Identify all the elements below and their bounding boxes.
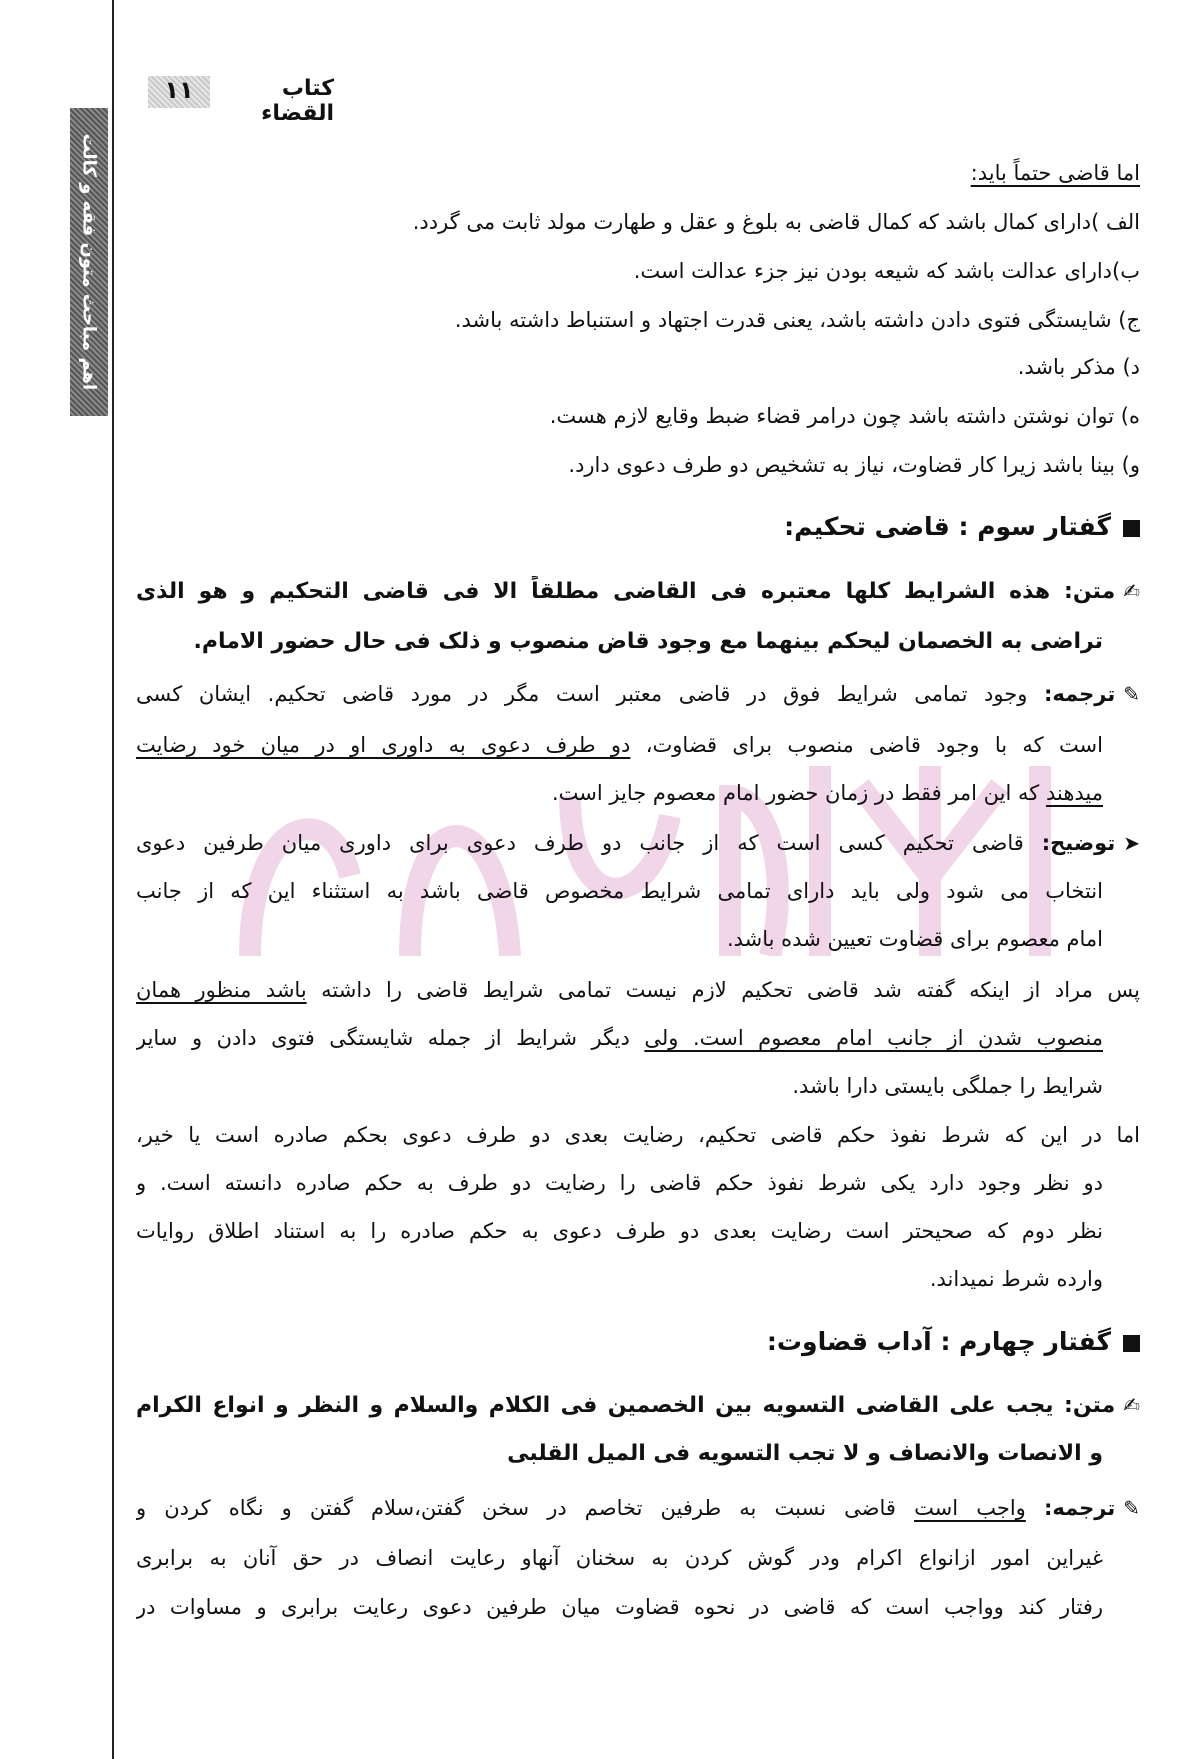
paragraph-line: نظر دوم که صحیحتر است رضایت بعدی دو طرف دعوی به حکم صادره را به استناد اطلاق روایات bbox=[136, 1219, 1103, 1243]
paragraph-line: اما در این که شرط نفوذ حکم قاضی تحکیم، رضایت بعدی دو طرف دعوی بحکم صادره است یا خیر، bbox=[136, 1123, 1140, 1147]
matn-line: ✍متن: یجب علی القاضی التسویه بین الخصمین فی الکلام والسلام و النظر و انواع الکرام bbox=[136, 1390, 1140, 1420]
intro-line: اما قاضی حتماً باید: bbox=[970, 161, 1140, 185]
condition-item: و) بینا باشد زیرا کار قضاوت، نیاز به تشخیص دو طرف دعوی دارد. bbox=[568, 453, 1140, 477]
paragraph-line: شرایط را جملگی بایستی دارا باشد. bbox=[792, 1074, 1103, 1098]
page-number: ۱۱ bbox=[164, 76, 194, 104]
tozih-label: توضیح: bbox=[1041, 831, 1116, 855]
tarjome-line: است که با وجود قاضی منصوب برای قضاوت، دو طرف دعوی به داوری او در میان خود رضایت bbox=[136, 733, 1103, 757]
running-header-title: کتاب القضاء bbox=[261, 76, 334, 126]
section-heading: گفتار سوم : قاضی تحکیم: bbox=[136, 512, 1140, 542]
side-tab bbox=[70, 108, 108, 416]
tarjome-line: ✎ترجمه: واجب است قاضی نسبت به طرفین تخاصم در سخن گفتن،سلام گفتن و نگاه کردن و bbox=[136, 1493, 1140, 1523]
matn-label: متن: bbox=[1064, 1393, 1116, 1418]
paragraph-line: دو نظر وجود دارد یکی شرط نفوذ حکم قاضی را رضایت دو طرف به حکم صادره دانسته است. و bbox=[136, 1171, 1103, 1195]
condition-item: ج) شایستگی فتوی دادن داشته باشد، یعنی قدرت اجتهاد و استنباط داشته باشد. bbox=[454, 308, 1140, 332]
tozih-line: ➤توضیح: قاضی تحکیم کسی است که از جانب دو طرف دعوی برای داوری میان طرفین دعوی bbox=[136, 828, 1140, 858]
paragraph-line: وارده شرط نمیداند. bbox=[929, 1267, 1103, 1291]
black-square-icon bbox=[1123, 1335, 1140, 1352]
document-pen-icon: ✍ bbox=[1123, 579, 1140, 603]
matn-line: و الانصات والانصاف و لا تجب التسویه فی المیل القلبی bbox=[507, 1441, 1103, 1466]
tarjome-label: ترجمه: bbox=[1043, 682, 1116, 706]
tarjome-label: ترجمه: bbox=[1043, 1496, 1116, 1520]
matn-line: ✍متن: هذه الشرایط کلها معتبره فی القاضی مطلقاً الا فی قاضی التحکیم و هو الذی bbox=[136, 576, 1140, 606]
condition-item: الف )دارای کمال باشد که کمال قاضی به بلوغ و عقل و طهارت مولد ثابت می گردد. bbox=[412, 210, 1140, 234]
pencil-icon: ✎ bbox=[1123, 1496, 1140, 1520]
condition-item: ه) توان نوشتن داشته باشد چون درامر قضاء ضبط وقایع لازم هست. bbox=[549, 404, 1140, 428]
condition-item: د) مذکر باشد. bbox=[1017, 355, 1140, 379]
paragraph-line: پس مراد از اینکه گفته شد قاضی تحکیم لازم نیست تمامی شرایط قاضی را داشته باشد منظور همان bbox=[136, 978, 1140, 1002]
paragraph-line: منصوب شدن از جانب امام معصوم است. ولی دیگر شرایط از جمله شایستگی فتوی دادن و سایر bbox=[136, 1026, 1103, 1050]
tarjome-line: میدهند که این امر فقط در زمان حضور امام معصوم جایز است. bbox=[551, 781, 1103, 805]
tarjome-line: ✎ترجمه: وجود تمامی شرایط فوق در قاضی معتبر است مگر در مورد قاضی تحکیم. ایشان کسی bbox=[136, 679, 1140, 709]
side-tab-label: اهم مباحث متون فقه و کالت bbox=[78, 133, 100, 391]
condition-item: ب)دارای عدالت باشد که شیعه بودن نیز جزء عدالت است. bbox=[633, 259, 1140, 283]
document-pen-icon: ✍ bbox=[1123, 1393, 1140, 1417]
section-heading: گفتار چهارم : آداب قضاوت: bbox=[136, 1327, 1140, 1357]
tozih-line: انتخاب می شود ولی باید دارای تمامی شرایط مخصوص قاضی باشد به استثناء این که از جانب bbox=[136, 879, 1103, 903]
tozih-line: امام معصوم برای قضاوت تعیین شده باشد. bbox=[726, 927, 1103, 951]
tarjome-line: غیراین امور ازانواع اکرام ودر گوش کردن به سخنان آنهاو رعایت انصاف در حق آنان به برابری bbox=[136, 1546, 1103, 1570]
margin-rule bbox=[112, 0, 114, 1759]
matn-label: متن: bbox=[1064, 579, 1116, 604]
tarjome-line: رفتار کند وواجب است که قاضی در نحوه قضاوت میان طرفین دعوی رعایت برابری و مساوات در bbox=[136, 1595, 1103, 1619]
black-square-icon bbox=[1123, 520, 1140, 537]
arrow-pointer-icon: ➤ bbox=[1123, 831, 1140, 855]
pencil-icon: ✎ bbox=[1123, 682, 1140, 706]
matn-line: تراضی به الخصمان لیحکم بینهما مع وجود قاض منصوب و ذلک فی حال حضور الامام. bbox=[193, 629, 1103, 654]
